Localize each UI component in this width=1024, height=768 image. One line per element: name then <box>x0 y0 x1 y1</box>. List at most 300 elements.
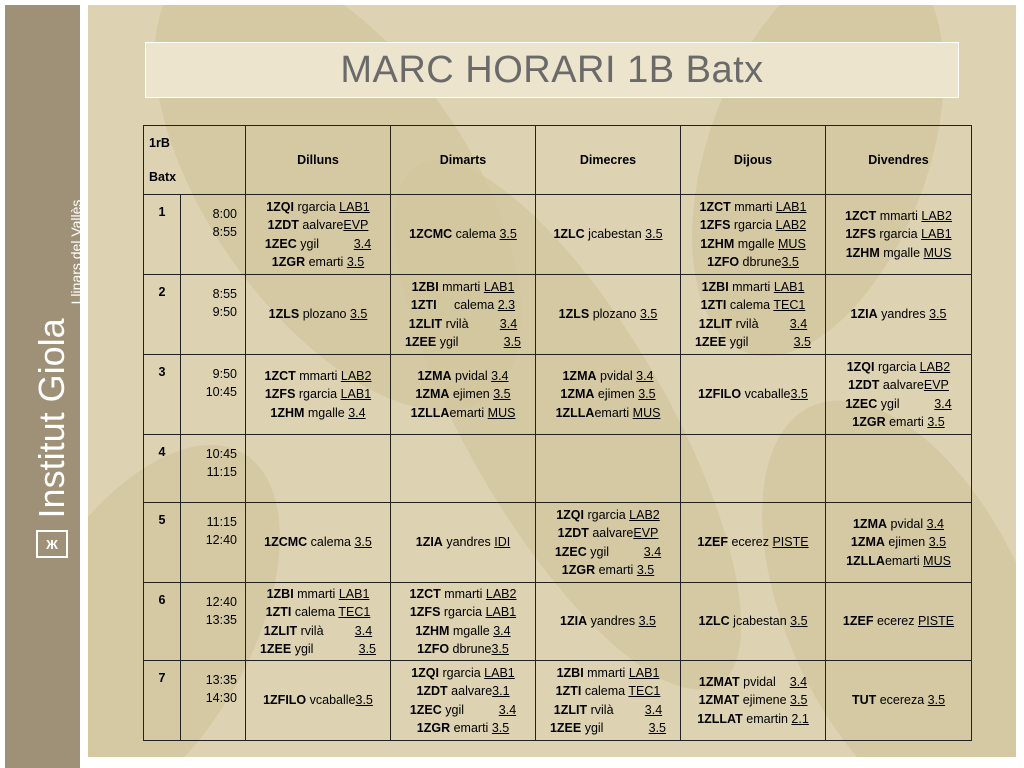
schedule-cell <box>536 195 681 275</box>
room-code: 3.5 <box>638 387 656 402</box>
course-code: 1ZFO <box>707 255 740 269</box>
course-entry <box>826 413 971 432</box>
course-code: 1ZLIT <box>408 316 443 331</box>
course-entry <box>681 216 825 235</box>
schedule-cell <box>246 355 391 435</box>
schedule-cell <box>681 661 826 741</box>
room-code: 3.4 <box>353 236 372 251</box>
room-code: 3.4 <box>354 623 373 638</box>
schedule-cell <box>391 275 536 355</box>
room-code: 3.5 <box>638 614 656 629</box>
day-header: Divendres <box>826 126 972 195</box>
schedule-cell <box>681 435 826 503</box>
room-code: 3.5 <box>927 693 946 708</box>
end-time: 10:45 <box>205 385 237 399</box>
room-code: 3.5 <box>491 721 510 735</box>
course-code: 1ZLIT <box>263 623 298 638</box>
room-code: LAB2 <box>629 507 660 522</box>
school-name: Institut Giola <box>31 318 72 519</box>
room-code: 3.4 <box>789 316 808 331</box>
course-code: 1ZEC <box>264 236 297 251</box>
room-code: 3.5 <box>790 693 808 708</box>
teacher-name: rvilà <box>732 316 790 331</box>
start-time: 12:40 <box>205 595 237 609</box>
course-code: 1ZEC <box>554 544 587 559</box>
schedule-cell <box>826 503 972 583</box>
course-entry <box>826 358 971 377</box>
room-code: 3.5 <box>781 255 799 269</box>
room-code: 3.5 <box>790 387 808 402</box>
schedule-cell <box>391 583 536 661</box>
course-code: 1ZMA <box>562 368 597 383</box>
course-entry <box>536 701 680 720</box>
teacher-name: pvidal <box>739 674 790 689</box>
course-entry <box>391 385 535 404</box>
course-entry <box>391 278 535 297</box>
teacher-name: vcaballe <box>306 693 356 708</box>
course-entry <box>681 710 825 729</box>
schedule-cell <box>246 435 391 503</box>
teacher-name: plozano <box>589 307 640 322</box>
course-entry <box>391 664 535 683</box>
teacher-name: aalvare <box>298 218 344 232</box>
course-code: 1ZGR <box>561 563 596 577</box>
teacher-name: mmarti <box>440 586 486 601</box>
teacher-name: ygil <box>296 236 354 251</box>
room-code: EVP <box>633 526 659 540</box>
course-code: 1ZLS <box>268 307 300 322</box>
course-entry <box>536 682 680 701</box>
course-entry <box>391 296 535 315</box>
course-code: 1ZLLAT <box>697 711 743 726</box>
teacher-name: mgalle <box>879 245 924 260</box>
room-code: 3.5 <box>929 307 947 322</box>
schedule-cell <box>391 661 536 741</box>
course-code: 1ZEE <box>694 335 727 349</box>
teacher-name: rgarcia <box>440 605 486 619</box>
teacher-name: rgarcia <box>295 387 341 402</box>
room-code: MUS <box>778 236 806 251</box>
course-code: 1ZMA <box>852 516 888 531</box>
room-code: 2.1 <box>791 711 809 726</box>
start-time: 10:45 <box>205 447 237 461</box>
course-code: 1ZLIT <box>553 702 588 717</box>
course-code: 1ZGR <box>271 255 306 269</box>
teacher-name: aalvare <box>588 526 634 540</box>
room-code: LAB1 <box>775 199 807 214</box>
course-entry <box>391 701 535 720</box>
room-code: 3.4 <box>644 702 663 717</box>
period-number: 4 <box>144 435 181 503</box>
teacher-name: calema <box>307 535 355 550</box>
teacher-name: mmarti <box>730 199 776 214</box>
schedule-cell <box>536 435 681 503</box>
course-code: 1ZQI <box>411 665 440 680</box>
teacher-name: mmarti <box>728 279 774 294</box>
room-code: 3.5 <box>790 614 808 629</box>
course-code: 1ZEE <box>549 721 582 735</box>
room-code: 3.4 <box>643 544 662 559</box>
period-number: 2 <box>144 275 181 355</box>
day-header: Dilluns <box>246 126 391 195</box>
course-code: 1ZFILO <box>698 387 742 402</box>
course-code: 1ZCMC <box>409 227 453 242</box>
course-code: 1ZIA <box>850 307 878 322</box>
day-header: Dimarts <box>391 126 536 195</box>
room-code: 3.5 <box>648 721 667 735</box>
room-code: LAB1 <box>921 227 952 242</box>
end-time: 13:35 <box>205 613 237 627</box>
room-code: MUS <box>923 553 951 568</box>
course-entry <box>826 533 971 552</box>
course-code: 1ZIA <box>415 535 443 550</box>
teacher-name: ygil <box>726 335 794 349</box>
course-entry <box>826 376 971 395</box>
room-code: 3.5 <box>793 335 812 349</box>
course-entry <box>826 207 971 226</box>
room-code: 2.3 <box>497 298 516 312</box>
course-entry <box>391 585 535 604</box>
teacher-name: calema <box>726 298 774 312</box>
room-code: 3.4 <box>789 674 808 689</box>
schedule-cell <box>391 435 536 503</box>
table-row <box>144 583 972 661</box>
course-entry <box>826 244 971 263</box>
course-code: 1ZTI <box>265 605 292 619</box>
start-time: 8:55 <box>212 287 237 301</box>
room-code: EVP <box>923 378 949 392</box>
teacher-name: emartin <box>742 711 792 726</box>
period-time <box>181 435 246 503</box>
table-row <box>144 355 972 435</box>
room-code: 3.5 <box>645 227 663 242</box>
teacher-name: rvilà <box>297 623 355 638</box>
course-entry <box>391 603 535 622</box>
school-logo-icon: Ж <box>36 530 68 558</box>
course-entry <box>536 404 680 423</box>
course-code: 1ZLLA <box>555 405 595 420</box>
start-time: 11:15 <box>206 515 237 529</box>
teacher-name: aalvare <box>447 684 493 698</box>
room-code: 3.5 <box>639 307 658 322</box>
room-code: LAB1 <box>485 605 517 619</box>
room-code: LAB1 <box>340 387 372 402</box>
course-code: 1ZFILO <box>263 693 307 708</box>
course-code: 1ZHM <box>700 236 735 251</box>
teacher-name: calema <box>291 605 339 619</box>
course-entry <box>246 385 390 404</box>
course-code: 1ZFS <box>264 387 296 402</box>
room-code: LAB2 <box>775 218 807 232</box>
teacher-name: mmarti <box>583 665 629 680</box>
course-code: 1ZIA <box>560 614 588 629</box>
start-time: 8:00 <box>212 207 237 221</box>
course-code: 1ZDT <box>848 378 880 392</box>
course-entry <box>681 296 825 315</box>
teacher-name: ygil <box>586 544 644 559</box>
room-code: MUS <box>923 245 952 260</box>
course-code: 1ZLIT <box>698 316 733 331</box>
schedule-cell <box>536 661 681 741</box>
course-code: 1ZFO <box>417 642 450 656</box>
course-code: 1ZDT <box>557 526 589 540</box>
course-code: 1ZLS <box>558 307 590 322</box>
teacher-name: emarti <box>305 255 347 269</box>
course-code: 1ZQI <box>266 199 295 214</box>
course-code: 1ZLC <box>698 614 730 629</box>
course-code: 1ZCT <box>264 368 296 383</box>
course-code: 1ZLLA <box>410 405 450 420</box>
period-time <box>181 583 246 661</box>
course-code: 1ZGR <box>852 415 886 429</box>
course-entry <box>391 533 535 552</box>
course-entry <box>246 603 390 622</box>
course-entry <box>391 622 535 641</box>
room-code: LAB1 <box>339 199 370 214</box>
room-code: LAB2 <box>485 586 517 601</box>
course-entry <box>246 404 390 423</box>
course-entry <box>681 198 825 217</box>
school-place: Llinars del Vallès <box>68 199 84 305</box>
room-code: 3.5 <box>636 563 655 577</box>
schedule-cell <box>681 275 826 355</box>
table-row <box>144 435 972 503</box>
header-row <box>144 126 972 195</box>
room-code: PISTE <box>772 535 809 550</box>
room-code: 3.4 <box>348 405 366 420</box>
course-code: 1ZMAT <box>698 693 740 708</box>
course-entry <box>536 719 680 738</box>
schedule-cell <box>246 195 391 275</box>
course-code: 1ZDT <box>267 218 299 232</box>
schedule-cell <box>536 503 681 583</box>
period-time <box>181 195 246 275</box>
teacher-name: ecerez <box>873 614 918 629</box>
teacher-name: calema <box>436 298 498 312</box>
teacher-name: emarti <box>885 415 928 429</box>
course-entry <box>536 305 680 324</box>
course-code: 1ZEF <box>697 535 728 550</box>
school-logo-block <box>5 5 84 768</box>
course-entry <box>826 612 971 631</box>
teacher-name: mgalle <box>449 623 494 638</box>
course-entry <box>826 691 971 710</box>
course-entry <box>391 404 535 423</box>
teacher-name: dbrune <box>449 642 492 656</box>
course-entry <box>246 622 390 641</box>
room-code: EVP <box>343 218 369 232</box>
teacher-name: jcabestan <box>729 614 791 629</box>
course-code: 1ZBI <box>556 665 584 680</box>
teacher-name: calema <box>581 684 629 698</box>
schedule-cell <box>246 583 391 661</box>
course-code: 1ZTI <box>555 684 582 698</box>
end-time: 8:55 <box>212 225 237 239</box>
room-code: 3.4 <box>934 396 952 411</box>
course-entry <box>681 315 825 334</box>
schedule-cell <box>246 661 391 741</box>
course-entry <box>246 198 390 217</box>
room-code: 3.5 <box>354 535 372 550</box>
schedule-cell <box>826 661 972 741</box>
room-code: LAB1 <box>773 279 805 294</box>
class-label: 1rB Batx <box>144 126 246 195</box>
schedule-cell <box>246 503 391 583</box>
course-entry <box>391 682 535 701</box>
teacher-name: rvilà <box>442 316 500 331</box>
room-code: MUS <box>632 405 661 420</box>
schedule-cell <box>391 503 536 583</box>
course-code: 1ZFS <box>699 218 731 232</box>
course-code: 1ZEF <box>842 614 874 629</box>
course-entry <box>826 515 971 534</box>
room-code: LAB1 <box>483 279 515 294</box>
schedule-cell <box>826 355 972 435</box>
teacher-name: mmarti <box>293 586 339 601</box>
course-entry <box>826 225 971 244</box>
course-entry <box>536 506 680 525</box>
table-row <box>144 195 972 275</box>
teacher-name: ecerez <box>727 535 773 550</box>
schedule-cell <box>536 355 681 435</box>
teacher-name: vcaballe <box>741 387 791 402</box>
course-code: 1ZHM <box>845 245 880 260</box>
room-code: IDI <box>494 535 511 550</box>
course-entry <box>391 225 535 244</box>
teacher-name: yandres <box>442 535 495 550</box>
course-entry <box>681 612 825 631</box>
course-code: 1ZBI <box>266 586 294 601</box>
course-entry <box>391 719 535 738</box>
teacher-name: rvilà <box>587 702 645 717</box>
teacher-name: ejimen <box>449 387 494 402</box>
course-entry <box>681 235 825 254</box>
course-entry <box>246 253 390 272</box>
course-code: 1ZCT <box>699 199 731 214</box>
course-code: 1ZHM <box>270 405 305 420</box>
room-code: LAB2 <box>921 208 952 223</box>
teacher-name: ejimene <box>739 693 791 708</box>
room-code: 3.5 <box>491 642 509 656</box>
table-row <box>144 503 972 583</box>
room-code: 3.4 <box>636 368 654 383</box>
teacher-name: ygil <box>291 642 359 656</box>
course-code: 1ZCT <box>409 586 441 601</box>
end-time: 9:50 <box>212 305 237 319</box>
end-time: 14:30 <box>205 691 237 705</box>
teacher-name: ejimen <box>884 535 929 550</box>
course-entry <box>391 315 535 334</box>
course-code: 1ZTI <box>410 298 437 312</box>
room-code: 3.5 <box>928 535 947 550</box>
school-sidebar <box>5 5 84 768</box>
course-code: 1ZMA <box>415 387 450 402</box>
course-entry <box>246 216 390 235</box>
teacher-name: rgarcia <box>439 665 485 680</box>
schedule-cell <box>246 275 391 355</box>
course-code: 1ZEE <box>404 335 437 349</box>
period-time <box>181 275 246 355</box>
teacher-name: mmarti <box>438 279 484 294</box>
page-title: MARC HORARI 1B Batx <box>145 42 959 98</box>
course-code: 1ZGR <box>416 721 451 735</box>
schedule-cell <box>536 583 681 661</box>
teacher-name: jcabestan <box>584 227 646 242</box>
room-code: LAB2 <box>919 359 951 374</box>
course-code: 1ZEC <box>409 702 442 717</box>
course-entry <box>246 585 390 604</box>
room-code: 3.5 <box>358 642 377 656</box>
period-time <box>181 503 246 583</box>
table-row <box>144 661 972 741</box>
table-row <box>144 275 972 355</box>
start-time: 13:35 <box>205 673 237 687</box>
teacher-name: yandres <box>877 307 930 322</box>
course-code: 1ZCT <box>845 208 877 223</box>
course-entry <box>536 561 680 580</box>
schedule-cell <box>826 435 972 503</box>
teacher-name: rgarcia <box>584 507 630 522</box>
room-code: 3.5 <box>927 415 945 429</box>
day-header: Dijous <box>681 126 826 195</box>
schedule-cell <box>826 195 972 275</box>
teacher-name: mmarti <box>876 208 922 223</box>
course-code: 1ZFS <box>845 227 876 242</box>
room-code: 3.5 <box>355 693 373 708</box>
course-entry <box>536 664 680 683</box>
course-entry <box>391 333 535 352</box>
course-code: 1ZHM <box>415 623 450 638</box>
course-code: 1ZQI <box>846 359 875 374</box>
teacher-name: emarti <box>450 721 492 735</box>
teacher-name: ygil <box>877 396 935 411</box>
teacher-name: emarti <box>594 405 633 420</box>
course-entry <box>536 225 680 244</box>
period-time <box>181 355 246 435</box>
course-entry <box>536 612 680 631</box>
course-entry <box>681 673 825 692</box>
teacher-name: mgalle <box>304 405 349 420</box>
room-code: 3.1 <box>492 684 510 698</box>
room-code: 3.4 <box>493 623 511 638</box>
teacher-name: rgarcia <box>730 218 776 232</box>
course-code: 1ZMA <box>850 535 885 550</box>
course-code: 1ZTI <box>700 298 727 312</box>
room-code: PISTE <box>917 614 955 629</box>
course-code: 1ZLC <box>553 227 585 242</box>
course-code: 1ZBI <box>411 279 439 294</box>
start-time: 9:50 <box>212 367 237 381</box>
day-header: Dimecres <box>536 126 681 195</box>
room-code: MUS <box>487 405 516 420</box>
room-code: 3.5 <box>349 307 368 322</box>
teacher-name: aalvare <box>879 378 924 392</box>
course-code: 1ZEC <box>845 396 878 411</box>
room-code: 3.5 <box>499 227 517 242</box>
course-code: 1ZBI <box>701 279 729 294</box>
course-code: 1ZFS <box>409 605 441 619</box>
room-code: TEC1 <box>773 298 806 312</box>
period-number: 5 <box>144 503 181 583</box>
course-code: 1ZLLA <box>846 553 885 568</box>
course-entry <box>681 278 825 297</box>
course-entry <box>681 533 825 552</box>
room-code: LAB2 <box>340 368 372 383</box>
teacher-name: rgarcia <box>875 227 922 242</box>
course-entry <box>246 533 390 552</box>
course-entry <box>536 543 680 562</box>
teacher-name: plozano <box>299 307 350 322</box>
